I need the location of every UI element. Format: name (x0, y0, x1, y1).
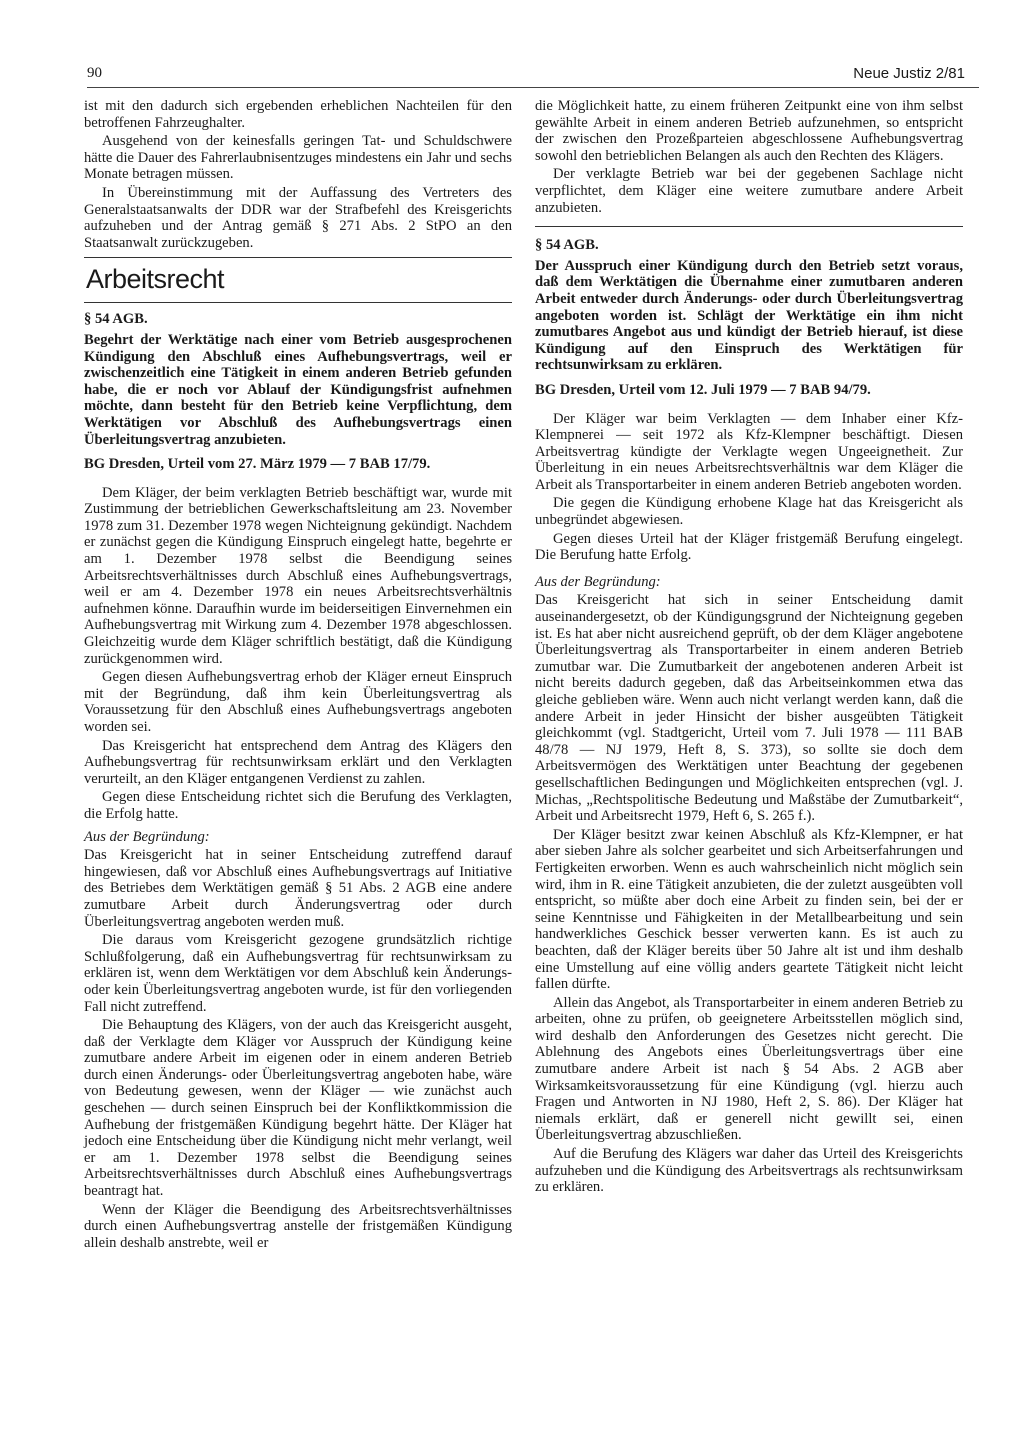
case-citation: BG Dresden, Urteil vom 12. Juli 1979 — 7 BAB 94/79. (535, 381, 871, 398)
facts-paragraph: Das Kreisgericht hat entsprechend dem Antrag des Klägers den Aufhebungsvertrag für rechtsunwirksam erklärt und den Verklagten verurteilt, an den Kläger entgangenen Verdienst zu zahlen. (84, 737, 512, 787)
left-column (84, 98, 512, 1253)
facts-paragraph: Dem Kläger, der beim verklagten Betrieb beschäftigt war, wurde mit Zustimmung der betrieblichen Gewerkschaftsleitung am 23. November 1978 zum 31. Dezember 1978 wegen Nichteignung gekündigt. Nachdem er zunächst gegen die Kündigung Einspruch eingelegt hatte, begehrte er am 1. Dezember 1978 selbst die Beendigung seines Arbeitsrechtsverhältnisses durch Abschluß eines Aufhebungsvertrags, weil er am 4. Dezember 1978 ein neues Arbeitsrechtsverhältnis aufnehmen könne. Daraufhin wurde im beiderseitigen Einvernehmen ein Aufhebungsvertrag mit Wirkung zum 4. Dezember 1978 abgeschlossen. Gleichzeitig wurde dem Kläger schriftlich bestätigt, daß die Kündigung zurückgenommen wird. (84, 484, 512, 667)
section-title: Arbeitsrecht (86, 264, 225, 295)
section-rule (84, 257, 512, 258)
reasons-paragraph: Die Behauptung des Klägers, von der auch das Kreisgericht ausgeht, daß der Verklagte dem Kläger vor Ausspruch der Kündigung keine zumutbare andere Arbeit im eigenen oder in einem anderen Betrieb durch einen Änderungs- oder Überleitungsvertrag angeboten habe, wäre von Bedeutung gewesen, wenn der Kläger — wie zunächst auch geschehen — durch seinen Einspruch bei der Konfliktkommission die Aufhebung der fristgemäßen Kündigung begehrt hätte. Der Kläger hat jedoch eine Entscheidung über die Kündigung nicht mehr verlangt, weil er am 1. Dezember 1978 selbst die Beendigung seines Arbeitsrechtsverhältnisses durch Abschluß eines Aufhebungsvertrags beantragt hat. (84, 1017, 512, 1200)
right-column (535, 98, 963, 1198)
facts-paragraph: Der Kläger war beim Verklagten — dem Inhaber einer Kfz-Klempnerei — seit 1972 als Kfz-Klempner beschäftigt. Diesen Arbeitsvertrag kündigte der Verklagte wegen Ungeeignetheit. Zur Überleitung in ein neues Arbeitsrechtsverhältnis war dem Kläger die Arbeit als Transportarbeiter in einem anderen Betrieb angeboten worden. (535, 410, 963, 493)
reasons-paragraph: Das Kreisgericht hat in seiner Entscheidung zutreffend darauf hingewiesen, daß vor Abschluß eines Aufhebungsvertrags auf Initiative des Betriebes dem Werktätigen gemäß § 51 Abs. 2 AGB eine andere zumutbare Arbeit durch Änderungsvertrag oder durch Überleitungsvertrag angeboten werden muß. (84, 847, 512, 930)
intro-paragraph: In Übereinstimmung mit der Auffassung des Vertreters des Generalstaatsanwalts der DDR war der Strafbefehl des Kreisgerichts aufzuheben und der Antrag gemäß § 271 Abs. 2 StPO an den Staatsanwalt zurückzugeben. (84, 184, 512, 251)
reasons-label: Aus der Begründung: (84, 828, 210, 845)
reasons-paragraph: Auf die Berufung des Klägers war daher das Urteil des Kreisgerichts aufzuheben und die Kündigung des Arbeitsvertrags als rechtsunwirksam zu erklären. (535, 1146, 963, 1196)
continuation-paragraph: die Möglichkeit hatte, zu einem früheren Zeitpunkt eine von ihm selbst gewählte Arbeit in einem anderen Betrieb aufzunehmen, so entspricht der zwischen den Prozeßparteien abgeschlossene Aufhebungsvertrag sowohl den betrieblichen Belangen als auch den Rechten des Klägers. (535, 98, 963, 164)
page-number: 90 (87, 65, 102, 81)
continuation-paragraph: Der verklagte Betrieb war bei der gegebenen Sachlage nicht verpflichtet, dem Kläger eine weitere zumutbare andere Arbeit anzubieten. (535, 166, 963, 216)
case-citation: BG Dresden, Urteil vom 27. März 1979 — 7 BAB 17/79. (84, 456, 431, 473)
facts-paragraph: Die gegen die Kündigung erhobene Klage hat das Kreisgericht als unbegründet abgewiesen. (535, 495, 963, 529)
reasons-label: Aus der Begründung: (535, 573, 661, 590)
page-header (87, 65, 977, 87)
case-headnote: Der Ausspruch einer Kündigung durch den Betrieb setzt voraus, daß dem Werktätigen die Übernahme einer zumutbaren anderen Arbeit entweder durch Änderungs- oder durch Überleitungsvertrag angeboten worden ist. Schlägt der Werktätige ein ihm nicht zumutbares Angebot aus und kündigt der Betrieb hierauf, ist diese Kündigung auf den Einspruch des Werktätigen für rechtsunwirksam zu erklären. (535, 257, 963, 374)
reasons-paragraph: Das Kreisgericht hat sich in seiner Entscheidung damit auseinandergesetzt, ob der Kündigungsgrund der Nichteignung gegeben ist. Es hat aber nicht ausreichend geprüft, ob der dem Kläger angebotene Überleitungsvertrag als Transportarbeiter in einem anderen Betrieb zumutbar war. Die Zumutbarkeit der angebotenen anderen Arbeit ist nicht bereits dadurch gegeben, daß das Arbeitseinkommen etwa das gleiche geblieben wäre. Wenn auch nicht verlangt werden kann, daß die andere Arbeit in jeder Hinsicht der bisher ausgeübten Tätigkeit gleichkommt (vgl. Stadtgericht, Urteil vom 7. Juli 1978 — 111 BAB 48/78 — NJ 1979, Heft 8, S. 373), so sollte sie doch dem Arbeitsvermögen des Werktätigen unter Beachtung der gegebenen gesellschaftlichen Bedingungen und Möglichkeiten entsprechen (vgl. J. Michas, „Rechtspolitische Bedeutung und Maßstäbe der Zumutbarkeit“, Arbeit und Arbeitsrecht 1979, Heft 6, S. 265 f.). (535, 592, 963, 825)
reasons-paragraph: Die daraus vom Kreisgericht gezogene grundsätzlich richtige Schlußfolgerung, daß ein Aufhebungsvertrag für rechtsunwirksam zu erklären ist, wenn dem Werktätigen vor dem Abschluß kein Änderungs- oder kein Überleitungsvertrag angeboten wurde, ist für den vorliegenden Fall nicht zutreffend. (84, 932, 512, 1015)
reasons-paragraph: Wenn der Kläger die Beendigung des Arbeitsrechtsverhältnisses durch einen Aufhebungsvertrag anstelle der fristgemäßen Kündigung allein deshalb anstrebte, weil er (84, 1201, 512, 1251)
statute-reference: § 54 AGB. (84, 311, 148, 328)
intro-paragraph: Ausgehend von der keinesfalls geringen Tat- und Schuldschwere hätte die Dauer des Fahrerlaubnisentzuges mindestens ein Jahr und sechs Monate betragen müssen. (84, 133, 512, 183)
intro-paragraph: ist mit den dadurch sich ergebenden erheblichen Nachteilen für den betroffenen Fahrzeughalter. (84, 98, 512, 131)
reasons-paragraph: Allein das Angebot, als Transportarbeiter in einem anderen Betrieb zu arbeiten, ohne zu prüfen, ob geeignetere Arbeitsstellen möglich sind, wird deshalb den Anforderungen des Gesetzes nicht gerecht. Die Ablehnung des Angebots eines Überleitungsvertrags über eine zumutbare andere Arbeit ist nach § 54 Abs. 2 AGB aber Wirksamkeitsvoraussetzung für eine Kündigung (vgl. hierzu auch Fragen und Antworten in NJ 1980, Heft 2, S. 86). Der Kläger hat niemals erklärt, daß er generell nicht gewillt sei, einen Überleitungsvertrag abzuschließen. (535, 994, 963, 1144)
header-rule (87, 87, 979, 88)
facts-paragraph: Gegen diesen Aufhebungsvertrag erhob der Kläger erneut Einspruch mit der Begründung, daß ihm kein Überleitungsvertrag als Voraussetzung für den Abschluß eines Aufhebungsvertrags angeboten worden sei. (84, 669, 512, 735)
facts-paragraph: Gegen dieses Urteil hat der Kläger fristgemäß Berufung eingelegt. Die Berufung hatte Erfolg. (535, 530, 963, 564)
journal-issue: Neue Justiz 2/81 (853, 65, 965, 82)
facts-paragraph: Gegen diese Entscheidung richtet sich die Berufung des Verklagten, die Erfolg hatte. (84, 789, 512, 822)
case-headnote: Begehrt der Werktätige nach einer vom Betrieb ausgesprochenen Kündigung den Abschluß eines Aufhebungsvertrags, weil er zwischenzeitlich eine Tätigkeit in einem anderen Betrieb gefunden habe, die er noch vor Ablauf der Kündigungsfrist aufnehmen möchte, dann besteht für den Betrieb keine Verpflichtung, dem Werktätigen vor Abschluß des Aufhebungsvertrags einen Überleitungsvertrag anzubieten. (84, 331, 512, 448)
statute-reference: § 54 AGB. (535, 237, 599, 254)
section-rule (84, 302, 512, 303)
case-separator (535, 226, 963, 227)
reasons-paragraph: Der Kläger besitzt zwar keinen Abschluß als Kfz-Klempner, er hat aber sieben Jahre als solcher gearbeitet und sich Arbeitserfahrungen und Fertigkeiten erworben. Wenn es auch wahrscheinlich nicht möglich sein wird, ihm in R. eine Tätigkeit anzubieten, die der zuletzt ausgeübten voll entspricht, so müßte aber doch eine Arbeit zu finden sein, bei der er seine Kenntnisse und Fähigkeiten in der Metallbearbeitung und sein handwerkliches Geschick besser verwerten kann. Es ist auch zu beachten, daß der Kläger bereits über 50 Jahre alt ist und ihm deshalb eine Umstellung auf eine völlig anders geartete Tätigkeit nicht leicht fallen dürfte. (535, 826, 963, 993)
